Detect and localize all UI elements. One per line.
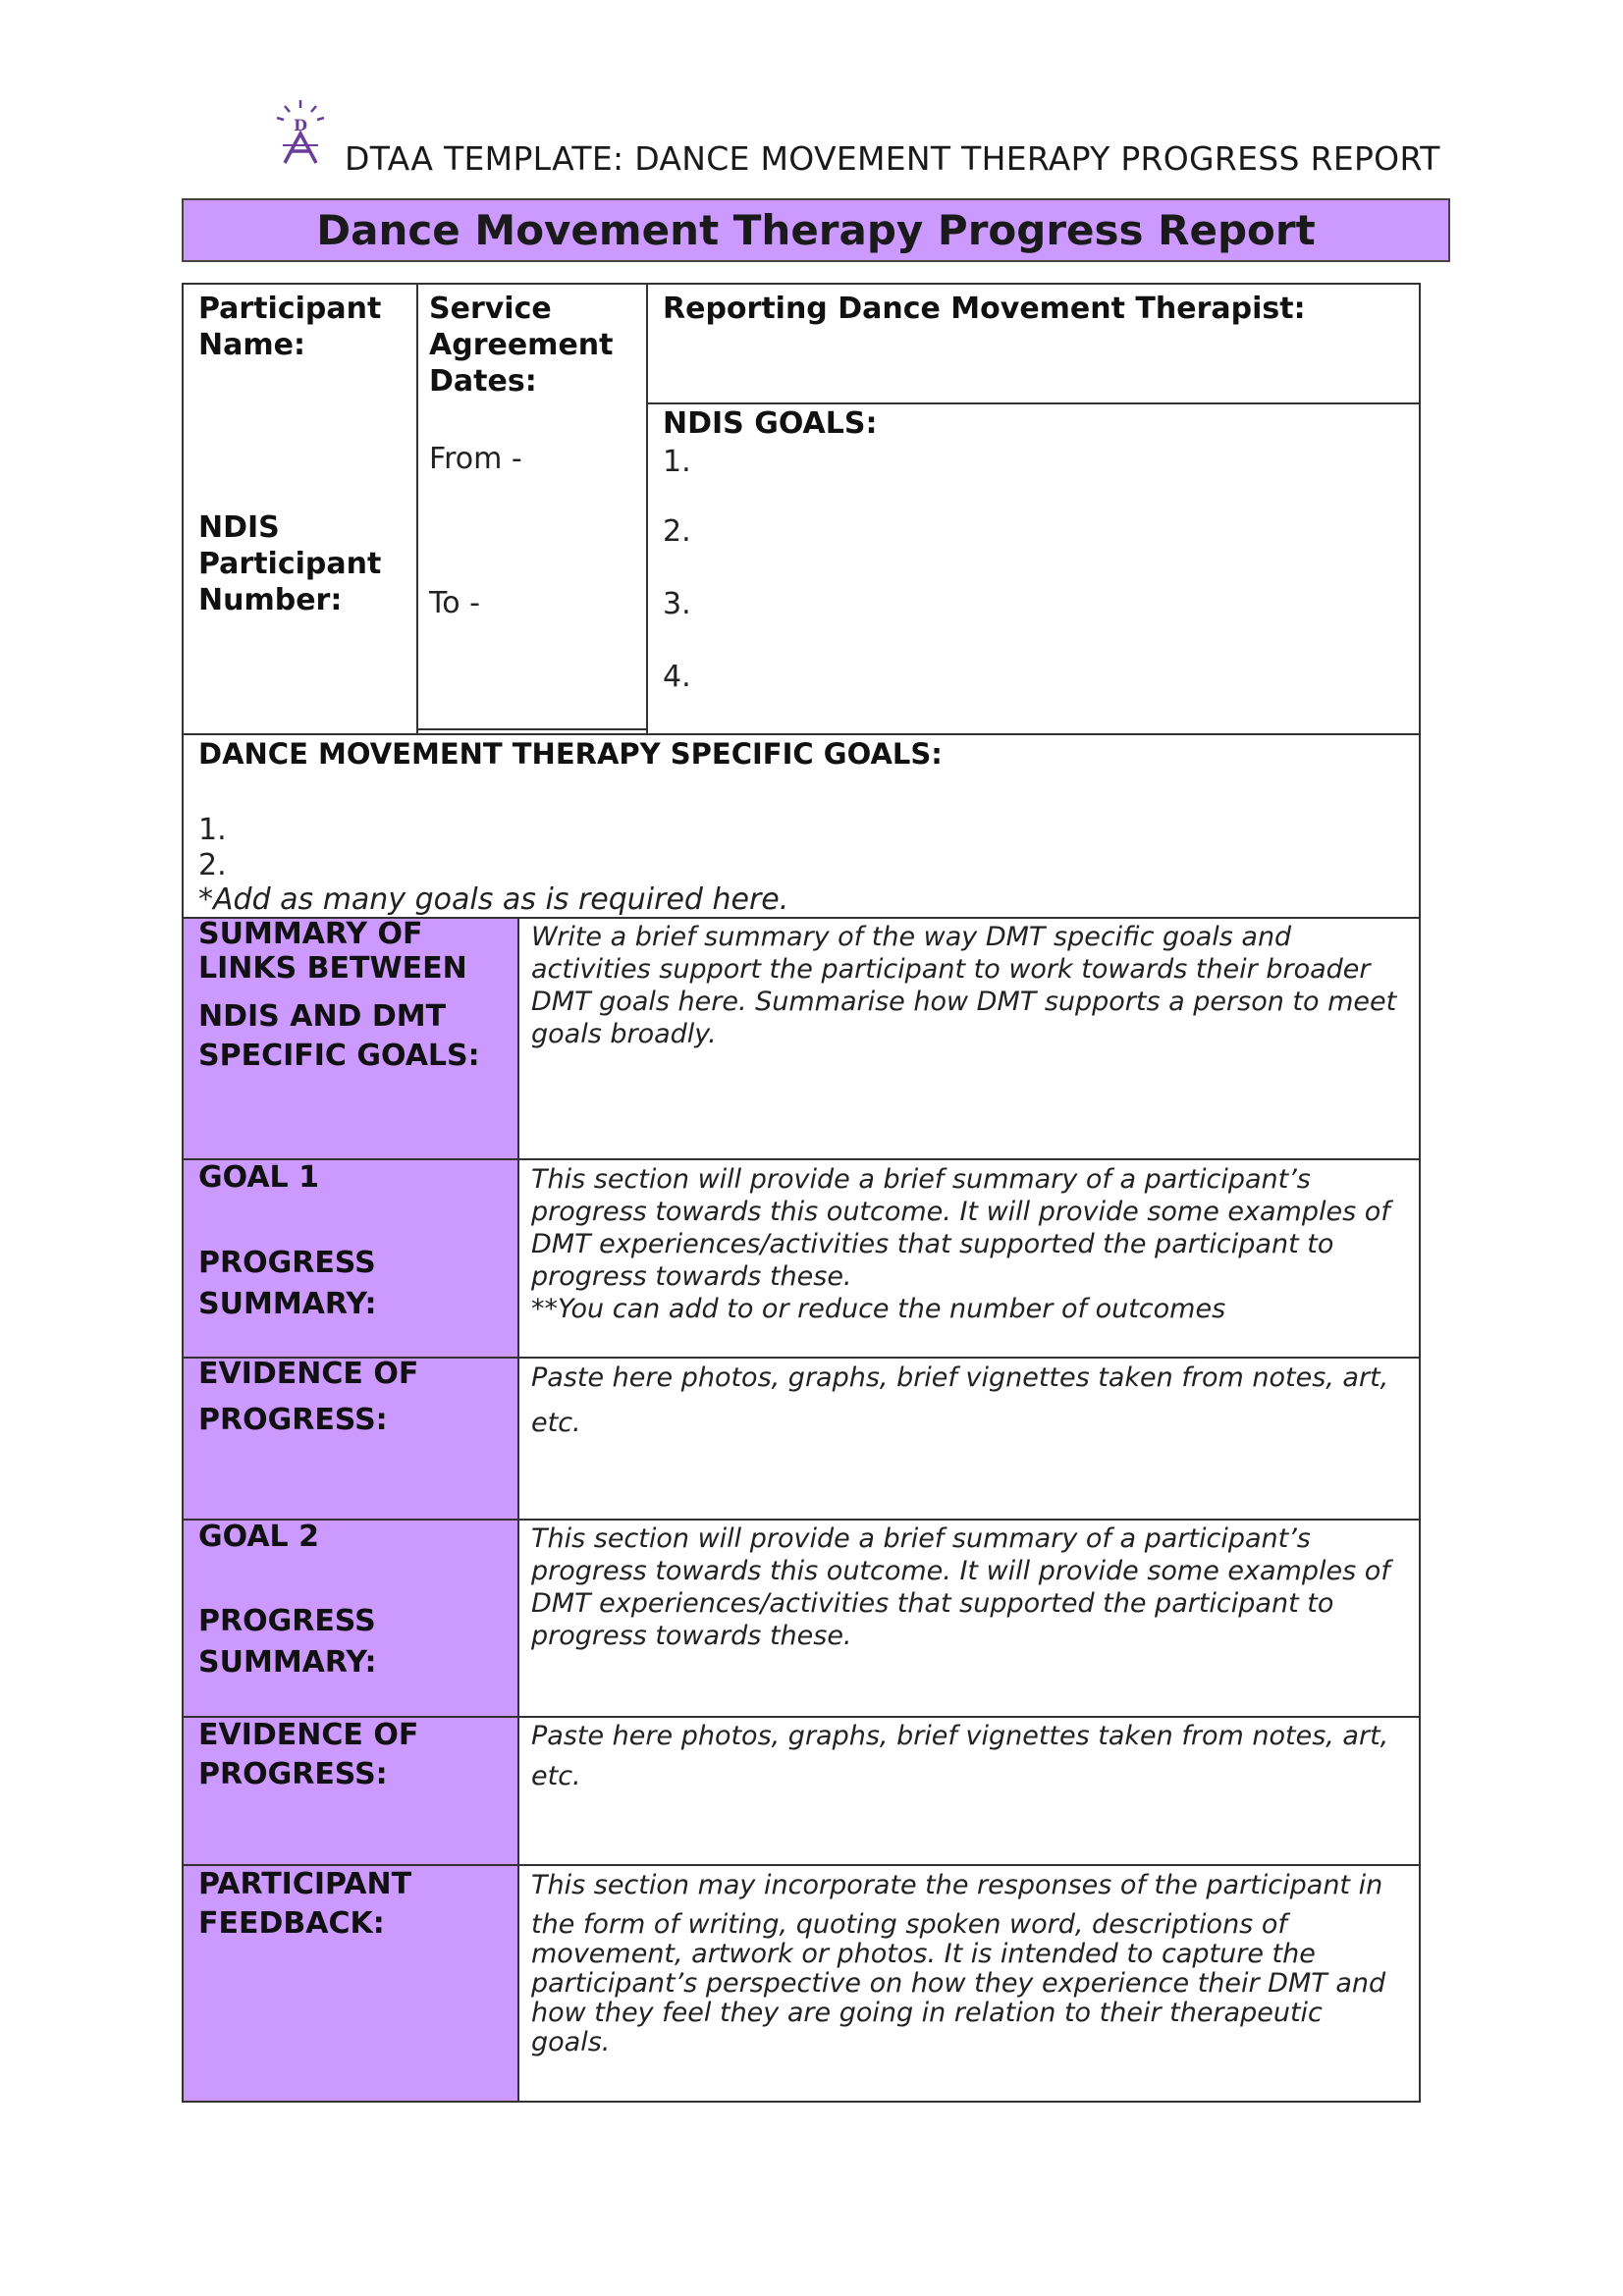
- ndis-goals-label: NDIS GOALS:: [663, 406, 878, 441]
- top-section-bottom-border: [182, 733, 1421, 735]
- summary-bottom-border: [182, 1158, 1421, 1160]
- summary-text: Write a brief summary of the way DMT specific goals and activities support the participant to work towards their broader DMT goals here. Summarise how DMT supports a person to meet goals broadly.: [531, 922, 1397, 1049]
- evidence2-label: EVIDENCE OF PROGRESS:: [198, 1718, 419, 1791]
- goal1-text: This section will provide a brief summary of a participant’s progress towards this outcome. It will provide some examples of DMT experiences/activities that supported the participant to progress towards these.: [531, 1164, 1390, 1292]
- ndis-participant-number-label: NDIS Participant Number:: [198, 510, 382, 617]
- from-label: From -: [429, 442, 522, 476]
- to-label: To -: [429, 586, 480, 620]
- ndis-goal-2: 2.: [663, 514, 691, 549]
- label-value-divider: [517, 917, 519, 2103]
- progress-report-form: [182, 283, 1421, 2103]
- feedback-text: the form of writing, quoting spoken word, descriptions of movement, artwork or photos. It is intended to capture the participant’s perspective on how they experience their DMT and how they feel they are going in relation to their therapeutic goals.: [531, 1909, 1386, 2057]
- ndis-goal-1: 1.: [663, 445, 691, 479]
- ndis-goal-4: 4.: [663, 660, 691, 694]
- goal2-progress-label: PROGRESS SUMMARY:: [198, 1604, 377, 1680]
- template-header: DTAA TEMPLATE: DANCE MOVEMENT THERAPY PROGRESS REPORT: [345, 139, 1440, 178]
- service-bottom-line: [417, 728, 647, 730]
- summary-label-line1: SUMMARY OF LINKS BETWEEN: [198, 917, 467, 986]
- goal2-text: This section will provide a brief summary of a participant’s progress towards this outcome. It will provide some examples of DMT experiences/activities that supported the participant to progress towards these.: [531, 1523, 1390, 1651]
- service-therapist-divider: [646, 283, 648, 733]
- service-agreement-dates-label: Service Agreement Dates:: [429, 292, 614, 399]
- summary-label-line2: NDIS AND DMT SPECIFIC GOALS:: [198, 999, 480, 1073]
- dmt-goal-1: 1.: [198, 813, 227, 847]
- goal1-progress-label: PROGRESS SUMMARY:: [198, 1246, 377, 1321]
- form-left-border: [182, 283, 184, 2103]
- ndis-goal-3: 3.: [663, 587, 691, 621]
- dtaa-logo-icon: [271, 98, 330, 169]
- evidence1-label-line2: PROGRESS:: [198, 1403, 388, 1437]
- dmt-goals-note: *Add as many goals as is required here.: [198, 882, 789, 917]
- evidence1-label-line1: EVIDENCE OF: [198, 1357, 419, 1391]
- goal1-label: GOAL 1: [198, 1160, 319, 1195]
- svg-text:D: D: [294, 116, 307, 134]
- evidence1-bottom-border: [182, 1519, 1421, 1521]
- form-top-border: [182, 283, 1421, 285]
- page-title: Dance Movement Therapy Progress Report: [182, 198, 1450, 262]
- feedback-text-line1: This section may incorporate the responses of the participant in: [531, 1870, 1383, 1900]
- dmt-specific-goals-label: DANCE MOVEMENT THERAPY SPECIFIC GOALS:: [198, 737, 943, 771]
- evidence2-text: Paste here photos, graphs, brief vignettes taken from notes, art,: [531, 1721, 1389, 1751]
- therapist-divider: [647, 402, 1421, 404]
- form-bottom-border: [182, 2101, 1421, 2103]
- evidence1-text-2: etc.: [531, 1408, 581, 1438]
- evidence2-text-2: etc.: [531, 1761, 581, 1791]
- goal2-label: GOAL 2: [198, 1520, 319, 1554]
- participant-feedback-label: PARTICIPANT FEEDBACK:: [198, 1867, 412, 1941]
- reporting-therapist-label: Reporting Dance Movement Therapist:: [663, 292, 1306, 326]
- form-right-border: [1419, 283, 1421, 2103]
- evidence1-text: Paste here photos, graphs, brief vignettes taken from notes, art,: [531, 1362, 1389, 1393]
- name-service-divider: [416, 283, 418, 733]
- goal1-note: **You can add to or reduce the number of outcomes: [531, 1294, 1226, 1324]
- dmt-goal-2: 2.: [198, 848, 227, 882]
- participant-name-label: Participant Name:: [198, 292, 382, 362]
